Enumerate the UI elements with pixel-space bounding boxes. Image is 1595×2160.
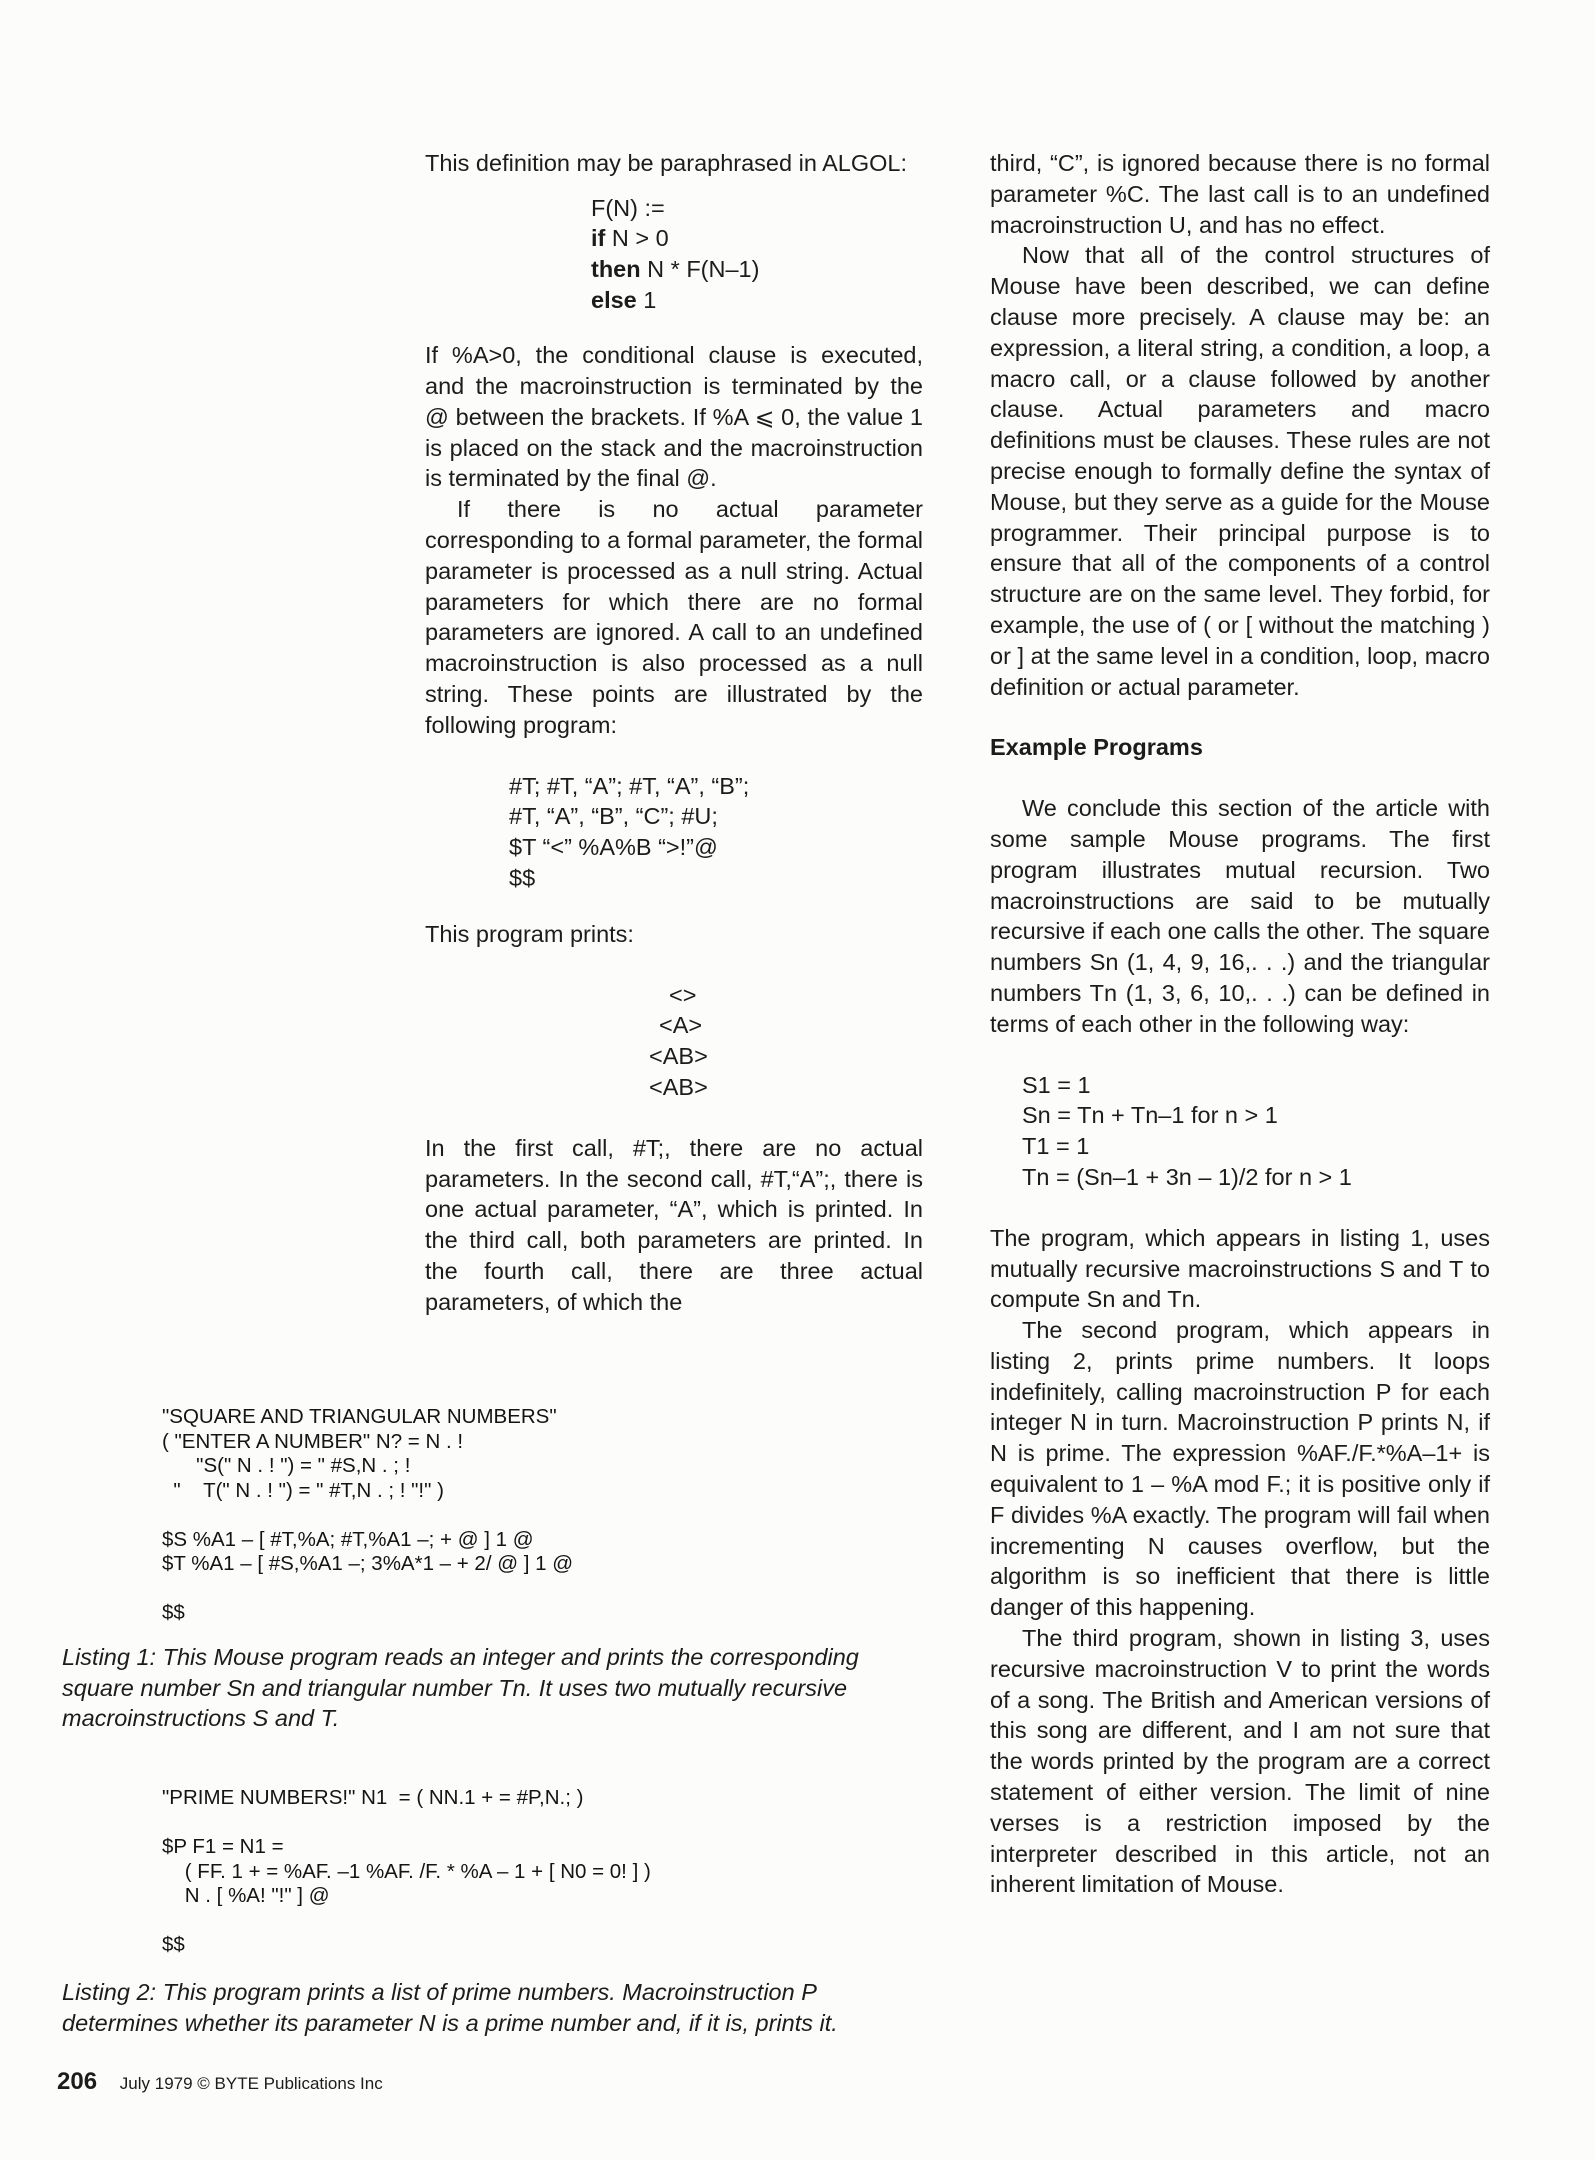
examples-paragraph: We conclude this section of the article with some sample Mouse programs. The first program illustrates mutual recursion. Two macroinstructions are said to be mutually recursive if each one calls the other. The square numbers Sn (1, 4, 9, 16,. . .) and the triangular numbers Tn (1, 3, 6, 10,. . .) can be defined in terms of each other in the following way: — [990, 795, 1490, 1037]
output-line: <AB> — [649, 1073, 708, 1100]
keyword: else — [591, 286, 637, 313]
prints-intro: This program prints: — [425, 920, 634, 947]
formula-line: T1 = 1 — [1022, 1133, 1090, 1160]
program-line: $$ — [509, 864, 536, 891]
algol-line — [591, 285, 923, 316]
keyword: then — [591, 255, 641, 282]
publication-credit: July 1979 © BYTE Publications Inc — [119, 2074, 383, 2093]
algol-text: N > 0 — [605, 225, 669, 252]
listing-2-caption: Listing 2: This program prints a list of prime numbers. Macroinstruction P determines whether its parameter N is a prime number and, if it is, prints it. — [62, 1979, 838, 2036]
conditional-paragraph: If %A>0, the conditional clause is executed, and the macroinstruction is terminated by the @ between the brackets. If %A ⩽ 0, the value 1 is placed on the stack and the macroinstruction is terminated by the final @. — [425, 342, 923, 492]
output-line: <> — [669, 981, 697, 1008]
listing1-reference: The program, which appears in listing 1, uses mutually recursive macroinstructions S and T to compute Sn and Tn. — [990, 1224, 1490, 1313]
example-program — [509, 771, 923, 894]
listing-2-code: "PRIME NUMBERS!" N1 = ( NN.1 + = #P,N.; ) $P F1 = N1 = ( FF. 1 + = %AF. –1 %AF. /F. * %A – 1 + [ N0 = 0! ] ) N . [ %A! "!" ] @ $$ — [162, 1786, 651, 1956]
recurrence-formulas — [1022, 1070, 1490, 1193]
program-line: #T; #T, “A”; #T, “A”, “B”; — [509, 772, 750, 799]
program-output — [649, 980, 923, 1103]
algol-line: F(N) := — [591, 194, 665, 221]
page-footer — [57, 2068, 383, 2096]
clause-paragraph: Now that all of the control structures of Mouse have been described, we can define clause more precisely. A clause may be: an expression, a literal string, a condition, a loop, a macro call, or a clause followed by another clause. Actual parameters and macro definitions must be clauses. These rules are not precise enough to formally define the syntax of Mouse, but they serve as a guide for the Mouse programmer. Their principal purpose is to ensure that all of the components of a control structure are on the same level. They forbid, for example, the use of ( or [ without the matching ) or ] at the same level in a condition, loop, macro definition or actual parameter. — [990, 242, 1490, 700]
program-line: $T “<” %A%B “>!”@ — [509, 834, 718, 861]
program-line: #T, “A”, “B”, “C”; #U; — [509, 803, 718, 830]
formula-line: Sn = Tn + Tn–1 for n > 1 — [1022, 1102, 1278, 1129]
calls-paragraph: In the first call, #T;, there are no actual parameters. In the second call, #T,“A”;, there is one actual parameter, “A”, which is printed. In the third call, both parameters are printed. In the fourth call, there are three actual parameters, of which the — [425, 1134, 923, 1315]
algol-line — [591, 223, 923, 254]
song-paragraph: The third program, shown in listing 3, uses recursive macroinstruction V to print the words of a song. The British and American versions of this song are different, and I am not sure that the words printed by the program are a correct statement of either version. The limit of nine verses is a restriction imposed by the interpreter described in this article, not an inherent limitation of Mouse. — [990, 1625, 1490, 1898]
algol-line — [591, 254, 923, 285]
listing-1-code: "SQUARE AND TRIANGULAR NUMBERS" ( "ENTER A NUMBER" N? = N . ! "S(" N . ! ") = " #S,N . ; ! " T(" N . ! ") = " #T,N . ; ! "!" ) $S %A1 – [ #T,%A; #T,%A1 –; + @ ] 1 @ $T %A1 – [ #S,%A1 –; 3%A*1 – + 2/ @ ] 1 @ $$ — [162, 1405, 574, 1624]
page-number: 206 — [57, 2068, 98, 2095]
algol-text: N * F(N–1) — [640, 255, 760, 282]
middle-column — [425, 148, 923, 1317]
prime-paragraph: The second program, which appears in listing 2, prints prime numbers. It loops indefinitely, calling macroinstruction P for each integer N in turn. Macroinstruction P prints N, if N is prime. The expression %AF./F.*%A–1+ is equivalent to 1 – %A mod F.; it is positive only if F divides %A exactly. The program will fail when incrementing N causes overflow, but the algorithm is so inefficient that there is little danger of this happening. — [990, 1317, 1490, 1621]
keyword: if — [591, 225, 606, 252]
algol-text: 1 — [636, 286, 657, 313]
algol-definition — [591, 193, 923, 315]
right-column — [990, 148, 1490, 1900]
formula-line: Tn = (Sn–1 + 3n – 1)/2 for n > 1 — [1022, 1163, 1352, 1190]
parameter-paragraph: If there is no actual parameter corresponding to a formal parameter, the formal parameter is processed as a null string. Actual parameters for which there are no formal parameters are ignored. A call to an undefined macroinstruction is also processed as a null string. These points are illustrated by the following program: — [425, 496, 923, 738]
formula-line: S1 = 1 — [1022, 1071, 1091, 1098]
continuation-paragraph: third, “C”, is ignored because there is no formal parameter %C. The last call is to an undefined macroinstruction U, and has no effect. — [990, 150, 1490, 238]
listing-1-caption: Listing 1: This Mouse program reads an integer and prints the corresponding square number Sn and triangular number Tn. It uses two mutually recursive macroinstructions S and T. — [62, 1644, 859, 1731]
output-line: <A> — [659, 1012, 703, 1039]
output-line: <AB> — [649, 1043, 708, 1070]
section-heading: Example Programs — [990, 734, 1203, 761]
intro-paragraph: This definition may be paraphrased in ALGOL: — [425, 150, 908, 176]
